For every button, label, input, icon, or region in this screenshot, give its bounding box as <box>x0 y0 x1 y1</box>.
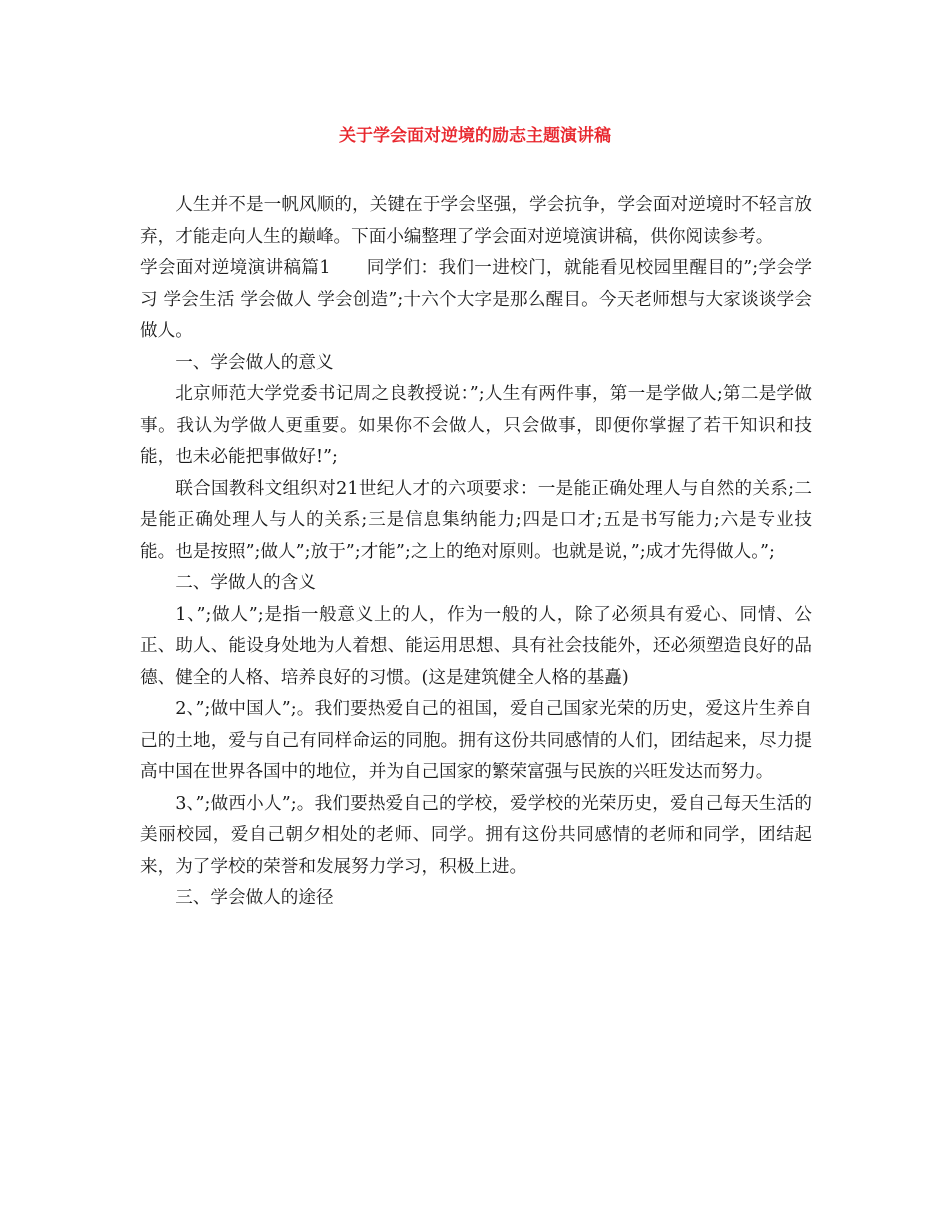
paragraph: 3、”;做西小人”;。我们要热爱自己的学校，爱学校的光荣历史，爱自己每天生活的美丽校园，爱自己朝夕相处的老师、同学。拥有这份共同感情的老师和同学，团结起来，为了学校的荣誉和发展努力学习，积极上进。 <box>140 793 812 877</box>
section-heading: 二、学做人的含义 <box>175 573 316 593</box>
paragraph: 人生并不是一帆风顺的，关键在于学会坚强，学会抗争，学会面对逆境时不轻言放弃，才能走向人生的巅峰。下面小编整理了学会面对逆境演讲稿，供你阅读参考。 <box>140 195 812 247</box>
section-heading: 三、学会做人的途径 <box>175 888 334 908</box>
document-title: 关于学会面对逆境的励志主题演讲稿 <box>339 126 611 146</box>
paragraph: 1、”;做人”;是指一般意义上的人，作为一般的人，除了必须具有爱心、同情、公正、助人、能设身处地为人着想、能运用思想、具有社会技能外，还必须塑造良好的品德、健全的人格、培养良好的习惯。(这是建筑健全人格的基矗) <box>140 604 812 688</box>
paragraph: 北京师范大学党委书记周之良教授说：”;人生有两件事，第一是学做人;第二是学做事。我认为学做人更重要。如果你不会做人，只会做事，即便你掌握了若干知识和技能，也未必能把事做好!”; <box>140 384 812 467</box>
paragraph: 学会面对逆境演讲稿篇1 同学们：我们一进校门，就能看见校园里醒目的”;学会学习 学会生活 学会做人 学会创造”;十六个大字是那么醒目。今天老师想与大家谈谈学会做人。 <box>140 258 812 341</box>
section-heading: 一、学会做人的意义 <box>175 352 334 373</box>
paragraph: 联合国教科文组织对21世纪人才的六项要求：一是能正确处理人与自然的关系;二是能正确处理人与人的关系;三是信息集纳能力;四是口才;五是书写能力;六是专业技能。也是按照”;做人”;放于”;才能”;之上的绝对原则。也就是说，”;成才先得做人。”; <box>140 478 812 562</box>
paragraph: 2、”;做中国人”;。我们要热爱自己的祖国，爱自己国家光荣的历史，爱这片生养自己的土地，爱与自己有同样命运的同胞。拥有这份共同感情的人们，团结起来，尽力提高中国在世界各国中的地位，并为自己国家的繁荣富强与民族的兴旺发达而努力。 <box>140 699 812 782</box>
document-body <box>140 190 812 915</box>
